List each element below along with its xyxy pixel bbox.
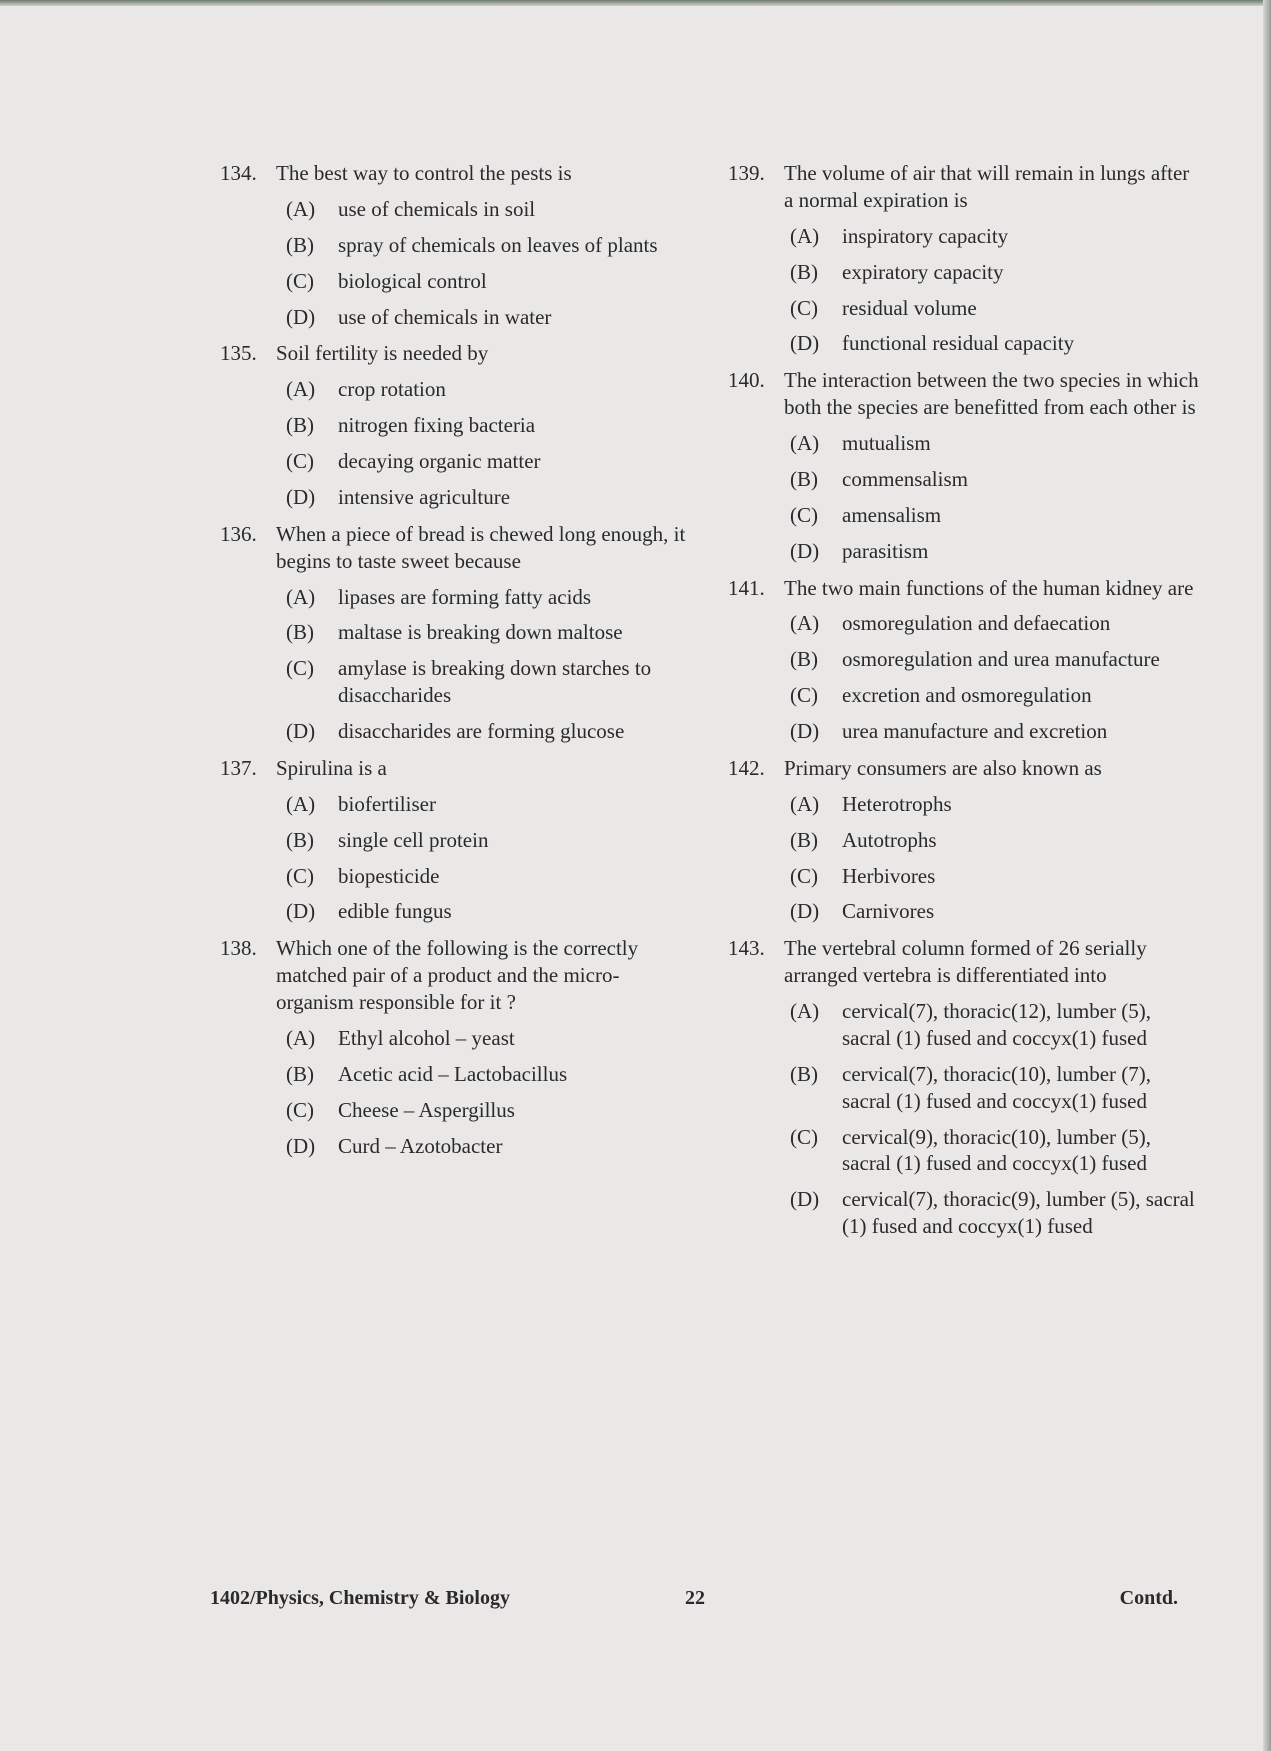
option-text: biological control — [338, 268, 487, 293]
option-label: (D) — [790, 1187, 820, 1212]
question-number: 141. — [728, 575, 765, 600]
answer-option — [728, 430, 1200, 457]
question-text: Primary consumers are also known as — [784, 755, 1102, 780]
left-column — [220, 160, 690, 1169]
option-text: biopesticide — [338, 863, 440, 888]
option-label: (C) — [790, 1124, 818, 1149]
option-text: cervical(7), thoracic(9), lumber (5), sacral (1) fused and coccyx(1) fused — [842, 1187, 1195, 1239]
option-text: Ethyl alcohol – yeast — [338, 1025, 515, 1050]
question-text: The vertebral column formed of 26 serially arranged vertebra is differentiated into — [784, 936, 1147, 988]
question-number: 142. — [728, 755, 765, 780]
question-stem — [220, 755, 690, 782]
option-label: (D) — [790, 538, 820, 563]
question-138 — [220, 935, 690, 1159]
question-135 — [220, 340, 690, 510]
option-label: (C) — [790, 502, 818, 527]
question-143 — [728, 935, 1200, 1240]
option-label: (A) — [790, 999, 820, 1023]
option-text: lipases are forming fatty acids — [338, 584, 592, 609]
question-number: 137. — [220, 755, 257, 780]
question-stem — [220, 340, 690, 367]
answer-option — [728, 538, 1200, 565]
option-text: mutualism — [842, 431, 931, 455]
answer-option — [728, 1061, 1200, 1115]
option-label: (B) — [790, 647, 818, 672]
answer-option — [220, 718, 690, 745]
option-label: (D) — [286, 484, 316, 509]
answer-option — [220, 484, 690, 511]
option-text: spray of chemicals on leaves of plants — [338, 232, 658, 257]
answer-option — [728, 898, 1200, 925]
question-text: The best way to control the pests is — [276, 161, 572, 185]
option-text: cervical(7), thoracic(12), lumber (5), sacral (1) fused and coccyx(1) fused — [842, 999, 1152, 1050]
answer-option — [220, 791, 690, 818]
question-text: Which one of the following is the correctly matched pair of a product and the micro-organism responsible for it ? — [276, 936, 639, 1014]
option-label: (C) — [286, 449, 314, 473]
option-text: edible fungus — [338, 899, 452, 924]
option-label: (D) — [790, 719, 820, 743]
answer-option — [220, 232, 690, 259]
option-text: nitrogen fixing bacteria — [338, 413, 536, 438]
question-text: The two main functions of the human kidney are — [784, 575, 1194, 600]
option-text: Acetic acid – Lactobacillus — [338, 1061, 568, 1086]
option-text: commensalism — [842, 466, 968, 491]
option-label: (D) — [286, 304, 316, 329]
answer-option — [220, 898, 690, 925]
option-text: cervical(7), thoracic(10), lumber (7), sacral (1) fused and coccyx(1) fused — [842, 1061, 1152, 1113]
option-label: (C) — [790, 863, 818, 888]
answer-option — [728, 1186, 1200, 1240]
option-label: (B) — [286, 827, 314, 852]
option-text: use of chemicals in soil — [338, 196, 536, 221]
continued-label: Contd. — [1119, 1587, 1178, 1609]
answer-option — [728, 791, 1200, 818]
answer-option — [728, 610, 1200, 637]
question-stem — [220, 521, 690, 575]
question-140 — [728, 367, 1200, 564]
answer-option — [728, 682, 1200, 709]
answer-option — [728, 223, 1200, 250]
option-label: (D) — [790, 899, 820, 924]
answer-option — [220, 448, 690, 475]
answer-option — [220, 376, 690, 403]
option-text: crop rotation — [338, 377, 446, 402]
option-label: (A) — [286, 377, 316, 402]
question-stem — [220, 160, 690, 187]
question-number: 138. — [220, 936, 257, 961]
answer-option — [220, 863, 690, 890]
option-label: (C) — [790, 683, 818, 708]
question-stem — [220, 935, 690, 1016]
question-stem — [728, 935, 1200, 989]
answer-option — [220, 304, 690, 331]
page-top-edge — [0, 0, 1271, 6]
option-text: intensive agriculture — [338, 484, 511, 509]
option-text: inspiratory capacity — [842, 223, 1009, 248]
option-label: (A) — [286, 791, 316, 816]
option-text: expiratory capacity — [842, 259, 1004, 284]
question-text: Soil fertility is needed by — [276, 341, 489, 366]
question-139 — [728, 160, 1200, 357]
question-134 — [220, 160, 690, 330]
option-label: (C) — [286, 863, 314, 888]
question-text: Spirulina is a — [276, 755, 387, 780]
answer-option — [220, 412, 690, 439]
answer-option — [728, 330, 1200, 357]
question-137 — [220, 755, 690, 925]
answer-option — [728, 646, 1200, 673]
answer-option — [220, 268, 690, 295]
option-label: (D) — [790, 331, 820, 356]
answer-option — [728, 295, 1200, 322]
page-number: 22 — [685, 1587, 705, 1609]
question-text: The volume of air that will remain in lungs after a normal expiration is — [784, 161, 1190, 212]
question-136 — [220, 521, 690, 745]
option-text: parasitism — [842, 538, 929, 563]
answer-option — [728, 466, 1200, 493]
question-number: 140. — [728, 368, 765, 393]
answer-option — [728, 1124, 1200, 1178]
option-label: (B) — [286, 232, 314, 257]
option-text: biofertiliser — [338, 791, 436, 816]
question-number: 143. — [728, 936, 765, 961]
option-label: (A) — [286, 1025, 316, 1050]
option-label: (A) — [790, 611, 820, 636]
question-number: 135. — [220, 341, 257, 366]
answer-option — [220, 584, 690, 611]
option-text: decaying organic matter — [338, 449, 541, 473]
option-label: (D) — [286, 719, 316, 743]
option-text: Curd – Azotobacter — [338, 1133, 503, 1158]
option-text: use of chemicals in water — [338, 304, 552, 329]
option-text: osmoregulation and defaecation — [842, 611, 1111, 636]
option-text: osmoregulation and urea manufacture — [842, 647, 1160, 672]
option-label: (C) — [286, 656, 314, 681]
answer-option — [728, 259, 1200, 286]
option-text: functional residual capacity — [842, 331, 1075, 356]
answer-option — [728, 827, 1200, 854]
option-label: (A) — [286, 584, 316, 609]
answer-option — [220, 827, 690, 854]
option-text: Cheese – Aspergillus — [338, 1097, 515, 1122]
question-number: 134. — [220, 161, 257, 185]
option-text: cervical(9), thoracic(10), lumber (5), sacral (1) fused and coccyx(1) fused — [842, 1124, 1152, 1176]
option-text: urea manufacture and excretion — [842, 719, 1108, 743]
answer-option — [220, 196, 690, 223]
page-footer — [210, 1587, 1178, 1610]
option-label: (B) — [790, 1061, 818, 1086]
answer-option — [728, 998, 1200, 1052]
option-text: Carnivores — [842, 899, 935, 924]
option-label: (D) — [286, 1133, 316, 1158]
option-label: (A) — [790, 791, 820, 816]
option-label: (B) — [790, 259, 818, 284]
answer-option — [220, 1025, 690, 1052]
answer-option — [220, 619, 690, 646]
option-text: residual volume — [842, 295, 977, 320]
answer-option — [220, 1061, 690, 1088]
option-label: (A) — [790, 431, 820, 455]
page-right-edge — [1263, 0, 1271, 1751]
option-label: (B) — [286, 620, 314, 645]
question-number: 136. — [220, 521, 257, 546]
option-text: Autotrophs — [842, 827, 937, 852]
option-label: (A) — [286, 196, 316, 221]
answer-option — [220, 1097, 690, 1124]
option-text: Herbivores — [842, 863, 936, 888]
answer-option — [728, 502, 1200, 529]
option-text: maltase is breaking down maltose — [338, 620, 623, 645]
answer-option — [220, 1133, 690, 1160]
question-141 — [728, 575, 1200, 745]
option-text: Heterotrophs — [842, 791, 952, 816]
paper-code: 1402/Physics, Chemistry & Biology — [210, 1587, 510, 1609]
option-label: (B) — [286, 1061, 314, 1086]
option-label: (B) — [790, 466, 818, 491]
question-number: 139. — [728, 161, 765, 185]
option-text: amensalism — [842, 502, 942, 527]
question-stem — [728, 160, 1200, 214]
option-label: (B) — [790, 827, 818, 852]
option-text: disaccharides are forming glucose — [338, 719, 625, 743]
option-label: (C) — [286, 1097, 314, 1122]
question-stem — [728, 367, 1200, 421]
option-label: (D) — [286, 899, 316, 924]
question-text: The interaction between the two species in which both the species are benefitted from each other is — [784, 368, 1199, 420]
option-label: (B) — [286, 413, 314, 438]
answer-option — [220, 655, 690, 709]
option-label: (A) — [790, 223, 820, 248]
option-label: (C) — [790, 295, 818, 320]
question-142 — [728, 755, 1200, 925]
option-text: excretion and osmoregulation — [842, 683, 1092, 708]
question-stem — [728, 575, 1200, 602]
option-text: amylase is breaking down starches to disaccharides — [338, 656, 652, 708]
question-stem — [728, 755, 1200, 782]
question-text: When a piece of bread is chewed long enough, it begins to taste sweet because — [276, 521, 686, 573]
right-column — [728, 160, 1200, 1250]
option-label: (C) — [286, 268, 314, 293]
answer-option — [728, 863, 1200, 890]
answer-option — [728, 718, 1200, 745]
option-text: single cell protein — [338, 827, 489, 852]
